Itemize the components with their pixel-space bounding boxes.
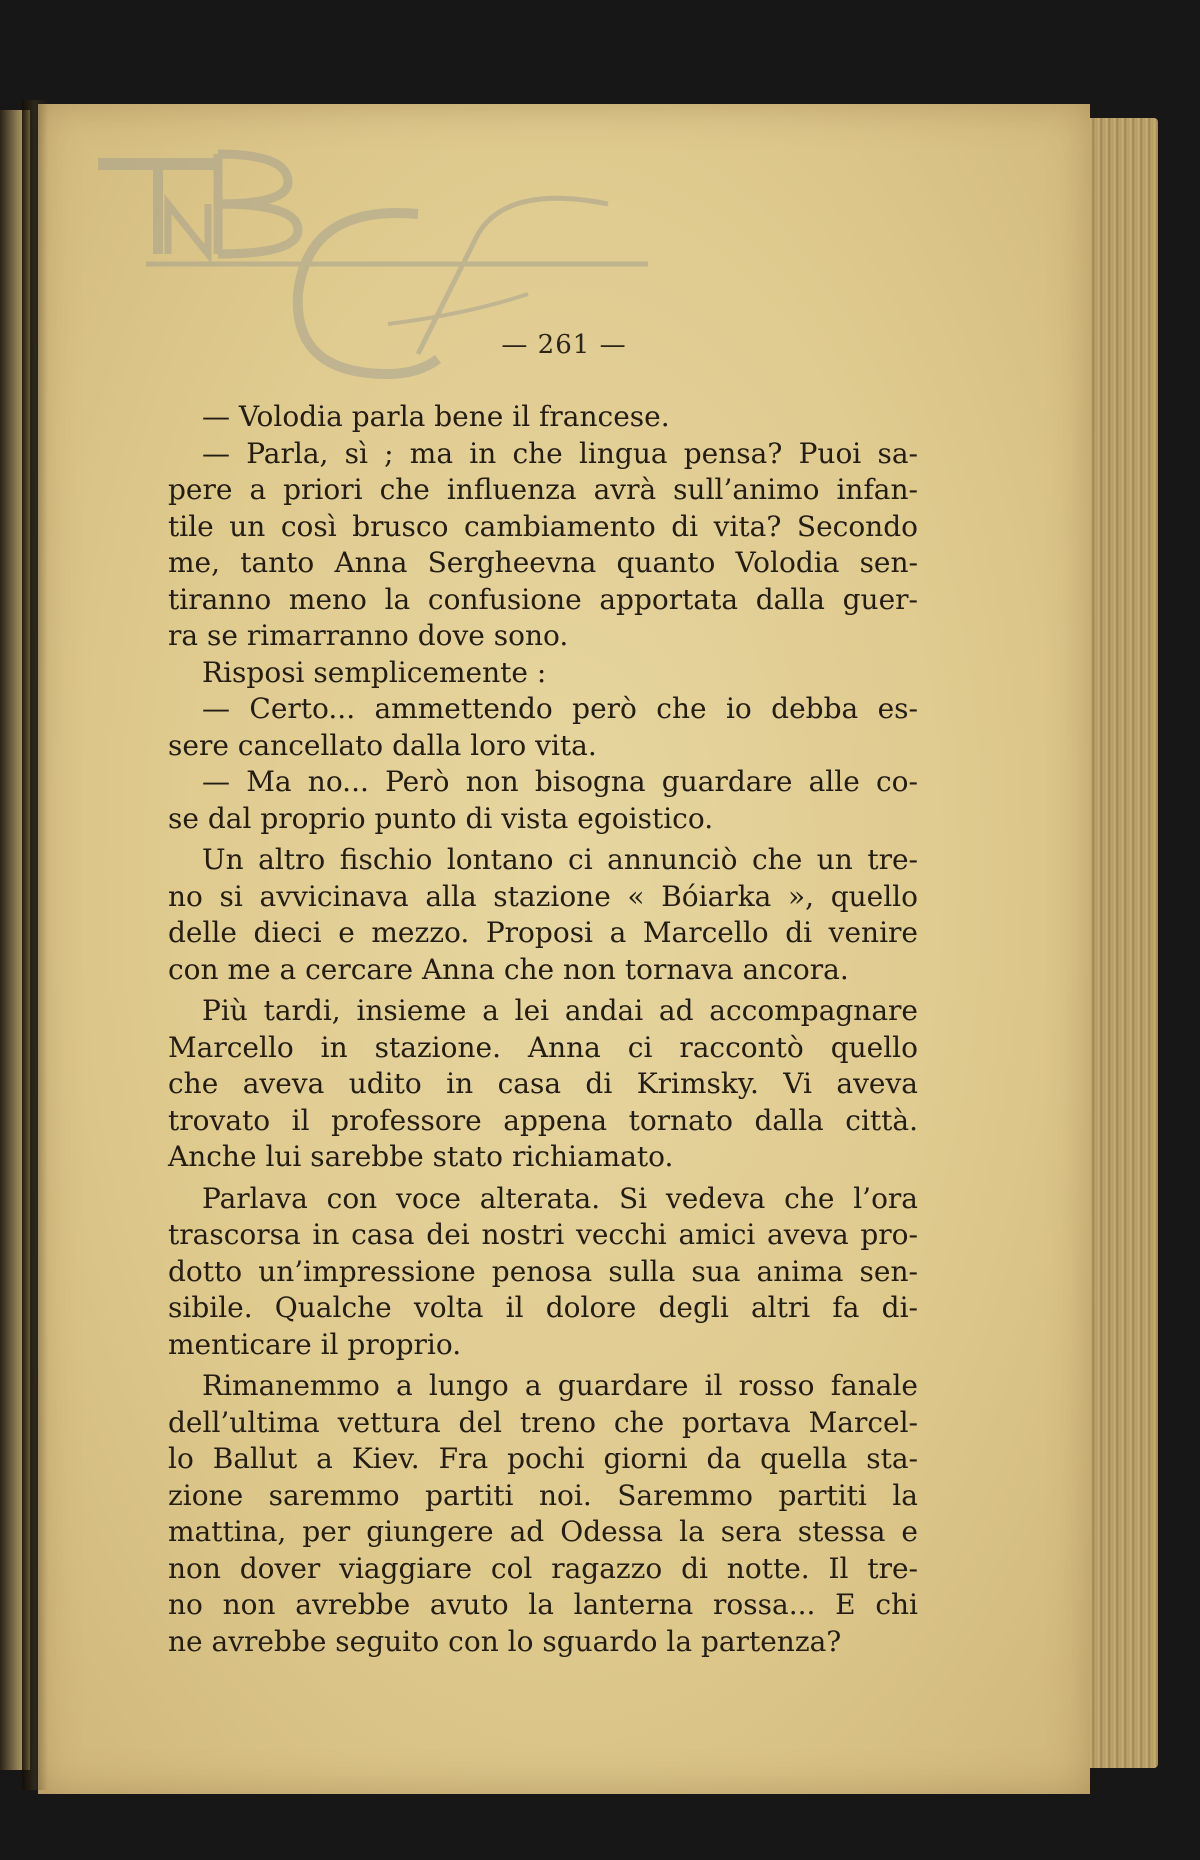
text-line: sibile. Qualche volta il dolore degli altri fa di- — [168, 1291, 918, 1324]
text-line: — Certo... ammettendo però che io debba es- — [202, 692, 918, 725]
text-line: zione saremmo partiti noi. Saremmo partiti la — [168, 1478, 918, 1512]
text-line: che aveva udito in casa di Krimsky. Vi aveva — [168, 1067, 918, 1100]
text-line: pere a priori che influenza avrà sull’animo infan- — [168, 473, 918, 506]
text-line: non dover viaggiare col ragazzo di notte. Il tre- — [168, 1551, 918, 1585]
text-line: — Parla, sì ; ma in che lingua pensa? Puoi sa- — [202, 436, 918, 470]
text-line: Risposi semplicemente : — [202, 655, 547, 689]
text-line: Rimanemmo a lungo a guardare il rosso fanale — [202, 1369, 918, 1402]
text-line: Parlava con voce alterata. Si vedeva che l’ora — [202, 1181, 918, 1215]
text-line: mattina, per giungere ad Odessa la sera stessa e — [168, 1515, 918, 1548]
text-line: trovato il professore appena tornato dalla città. — [168, 1103, 918, 1137]
text-line: lo Ballut a Kiev. Fra pochi giorni da quella sta- — [168, 1442, 918, 1475]
body-text — [168, 399, 918, 1660]
text-line: menticare il proprio. — [168, 1327, 462, 1361]
library-watermark-logo — [88, 144, 738, 404]
text-line: no si avvicinava alla stazione « Bóiarka », quello — [168, 879, 918, 913]
text-line: tiranno meno la confusione apportata dalla guer- — [168, 582, 918, 616]
text-line: Marcello in stazione. Anna ci raccontò quello — [168, 1030, 918, 1064]
text-line: me, tanto Anna Sergheevna quanto Volodia sen- — [168, 546, 918, 579]
text-line: — Ma no... Però non bisogna guardare alle co- — [202, 765, 918, 798]
text-line: ra se rimarranno dove sono. — [168, 619, 569, 652]
text-line: Un altro fischio lontano ci annunciò che un tre- — [202, 843, 918, 876]
text-line: dell’ultima vettura del treno che portava Marcel- — [168, 1405, 918, 1439]
page-number: — 261 — — [501, 330, 627, 360]
text-line: Anche lui sarebbe stato richiamato. — [168, 1140, 674, 1173]
text-line: se dal proprio punto di vista egoistico. — [168, 801, 714, 835]
text-line: tile un così brusco cambiamento di vita? Secondo — [168, 509, 918, 543]
text-line: con me a cercare Anna che non tornava ancora. — [168, 952, 849, 986]
text-line: ne avrebbe seguito con lo sguardo la partenza? — [168, 1624, 842, 1658]
gutter-shadow — [22, 100, 48, 1790]
text-line: trascorsa in casa dei nostri vecchi amici aveva pro- — [168, 1218, 918, 1251]
text-line: — Volodia parla bene il francese. — [202, 400, 670, 433]
text-line: dotto un’impressione penosa sulla sua anima sen- — [168, 1254, 918, 1288]
text-line: no non avrebbe avuto la lanterna rossa... E chi — [168, 1588, 918, 1621]
book-page — [38, 104, 1090, 1794]
text-line: delle dieci e mezzo. Proposi a Marcello di venire — [168, 916, 918, 949]
text-line: sere cancellato dalla loro vita. — [168, 728, 597, 762]
text-line: Più tardi, insieme a lei andai ad accompagnare — [202, 994, 918, 1027]
page-stack-edge — [1080, 118, 1158, 1768]
